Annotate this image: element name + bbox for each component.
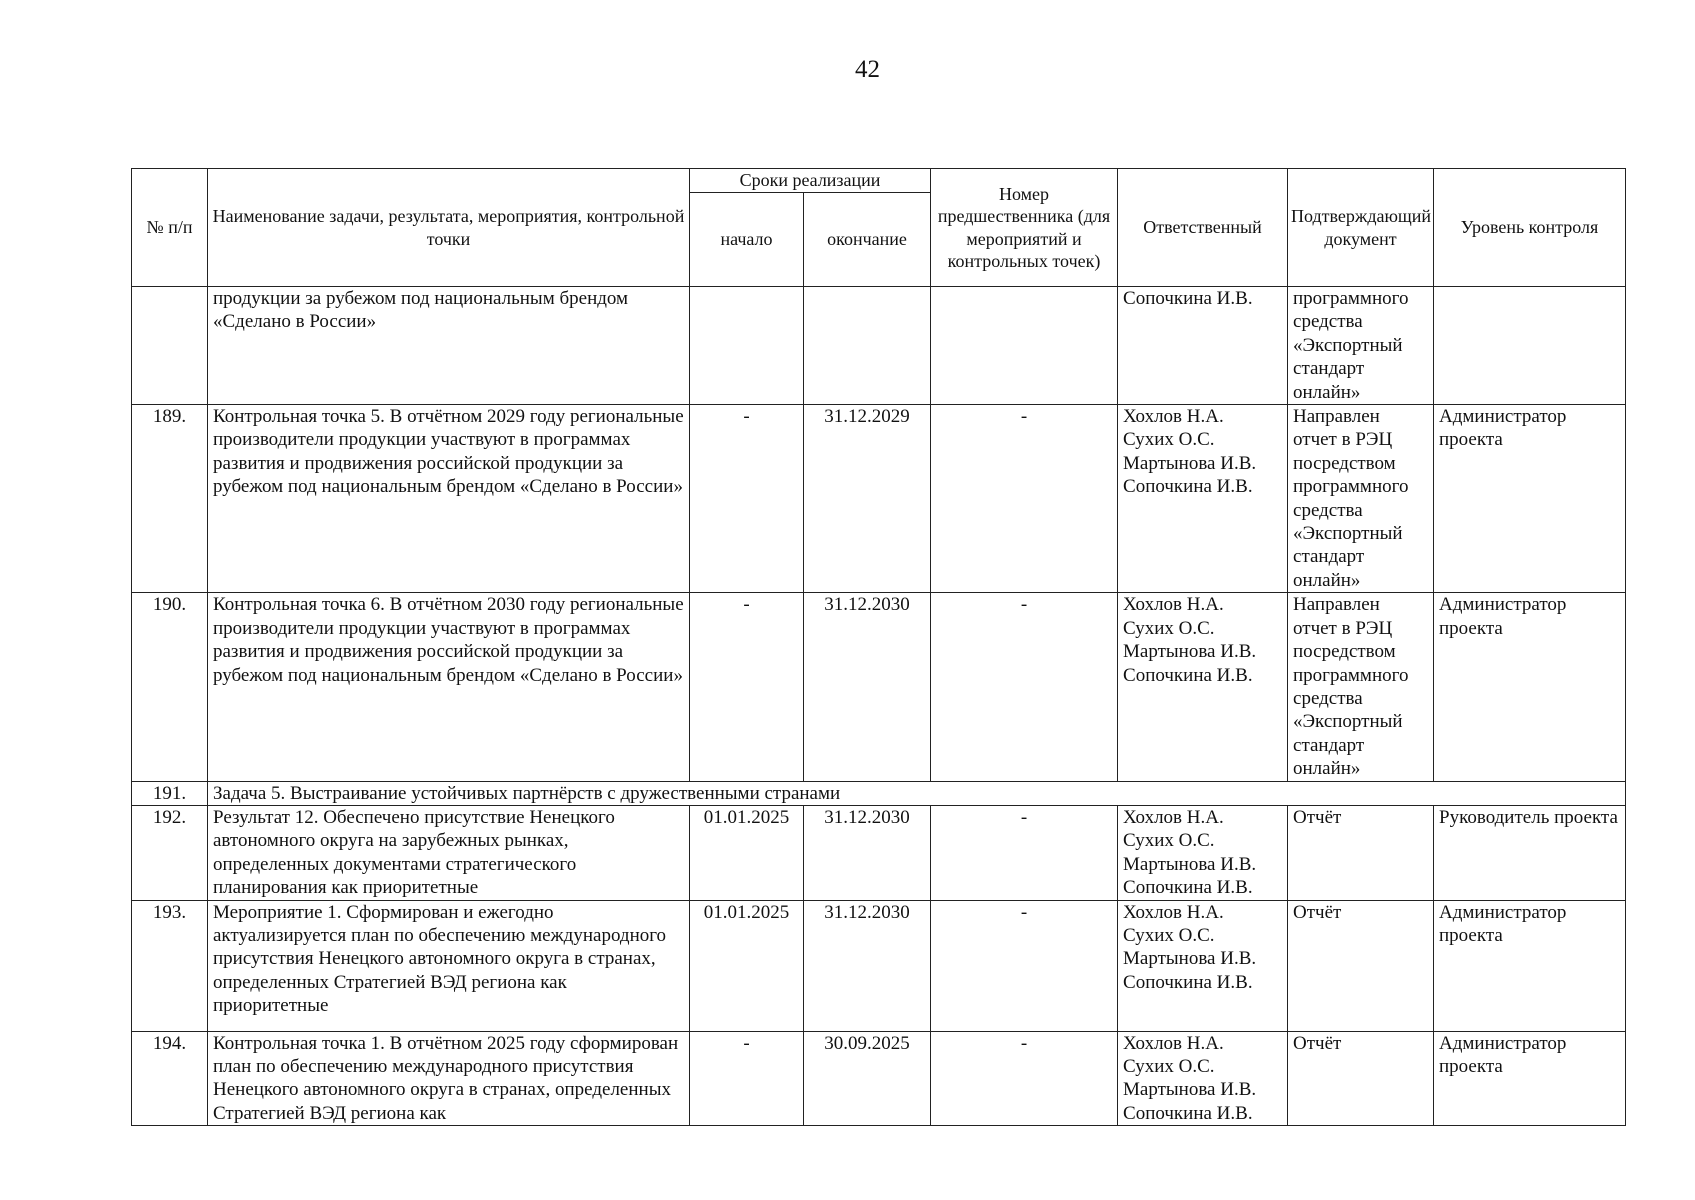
task-row [132, 781, 1626, 805]
table-row [132, 1031, 1626, 1126]
row-predecessor: - [931, 805, 1118, 900]
table-header [132, 169, 1626, 287]
row-control: Администратор проекта [1434, 900, 1626, 1031]
row-control: Руководитель проекта [1434, 805, 1626, 900]
responsible-person: Хохлов Н.А. [1123, 1032, 1224, 1054]
row-end [804, 287, 931, 405]
row-name: Результат 12. Обеспечено присутствие Ненецкого автономного округа на зарубежных рынках, определенных документами стратегического планирования как приоритетные [208, 805, 690, 900]
responsible-person: Сопочкина И.В. [1123, 664, 1253, 686]
row-control: Администратор проекта [1434, 405, 1626, 593]
header-num: № п/п [132, 169, 208, 287]
header-name: Наименование задачи, результата, мероприятия, контрольной точки [208, 169, 690, 287]
table-row [132, 900, 1626, 1031]
header-terms: Сроки реализации [690, 169, 931, 193]
row-responsible [1118, 900, 1288, 1031]
row-name: Контрольная точка 1. В отчётном 2025 году сформирован план по обеспечению международного присутствия Ненецкого автономного округа в странах, определенных Стратегией ВЭД региона как [208, 1031, 690, 1126]
header-control: Уровень контроля [1434, 169, 1626, 287]
responsible-person: Мартынова И.В. [1123, 641, 1257, 663]
row-control: Администратор проекта [1434, 593, 1626, 781]
row-document: Отчёт [1288, 900, 1434, 1031]
responsible-person: Сухих О.С. [1123, 617, 1215, 639]
row-num: 189. [132, 405, 208, 593]
row-end: 30.09.2025 [804, 1031, 931, 1126]
row-num: 194. [132, 1031, 208, 1126]
row-document: Отчёт [1288, 805, 1434, 900]
row-responsible [1118, 1031, 1288, 1126]
row-document: Отчёт [1288, 1031, 1434, 1126]
row-control: Администратор проекта [1434, 1031, 1626, 1126]
row-end: 31.12.2030 [804, 805, 931, 900]
table-row [132, 405, 1626, 593]
row-name: Мероприятие 1. Сформирован и ежегодно актуализируется план по обеспечению международного присутствия Ненецкого автономного округа в странах, определенных Стратегией ВЭД региона как приоритетные [208, 900, 690, 1031]
responsible-person: Мартынова И.В. [1123, 452, 1257, 474]
row-responsible [1118, 287, 1288, 405]
responsible-person: Хохлов Н.А. [1123, 594, 1224, 616]
responsible-person: Хохлов Н.А. [1123, 901, 1224, 923]
row-num: 193. [132, 900, 208, 1031]
row-document: Направлен отчет в РЭЦ посредством программного средства «Экспортный стандарт онлайн» [1288, 593, 1434, 781]
task-title: Задача 5. Выстраивание устойчивых партнёрств с дружественными странами [208, 781, 1626, 805]
row-predecessor: - [931, 1031, 1118, 1126]
responsible-person: Сопочкина И.В. [1123, 1102, 1253, 1124]
plan-table [131, 168, 1626, 1126]
row-name: продукции за рубежом под национальным брендом «Сделано в России» [208, 287, 690, 405]
responsible-person: Мартынова И.В. [1123, 948, 1257, 970]
responsible-person: Мартынова И.В. [1123, 1079, 1257, 1101]
table-row [132, 593, 1626, 781]
responsible-person: Сопочкина И.В. [1123, 476, 1253, 498]
row-predecessor: - [931, 593, 1118, 781]
header-end: окончание [804, 193, 931, 287]
row-name: Контрольная точка 6. В отчётном 2030 году региональные производители продукции участвуют в программах развития и продвижения российской продукции за рубежом под национальным брендом «Сделано в России» [208, 593, 690, 781]
header-predecessor: Номер предшественника (для мероприятий и контрольных точек) [931, 169, 1118, 287]
table-body [132, 287, 1626, 1126]
row-end: 31.12.2029 [804, 405, 931, 593]
row-predecessor: - [931, 405, 1118, 593]
row-predecessor: - [931, 900, 1118, 1031]
row-num: 190. [132, 593, 208, 781]
header-document: Подтверждающий документ [1288, 169, 1434, 287]
row-start: - [690, 405, 804, 593]
table-row [132, 805, 1626, 900]
header-responsible: Ответственный [1118, 169, 1288, 287]
row-control [1434, 287, 1626, 405]
row-start [690, 287, 804, 405]
row-name: Контрольная точка 5. В отчётном 2029 году региональные производители продукции участвуют в программах развития и продвижения российской продукции за рубежом под национальным брендом «Сделано в России» [208, 405, 690, 593]
row-start: - [690, 1031, 804, 1126]
row-responsible [1118, 805, 1288, 900]
responsible-person: Сопочкина И.В. [1123, 877, 1253, 899]
row-start: 01.01.2025 [690, 805, 804, 900]
row-responsible [1118, 593, 1288, 781]
row-start: - [690, 593, 804, 781]
table-row [132, 287, 1626, 405]
row-num: 191. [132, 781, 208, 805]
row-document: Направлен отчет в РЭЦ посредством программного средства «Экспортный стандарт онлайн» [1288, 405, 1434, 593]
header-start: начало [690, 193, 804, 287]
responsible-person: Сухих О.С. [1123, 429, 1215, 451]
responsible-person: Сопочкина И.В. [1123, 288, 1253, 309]
row-predecessor [931, 287, 1118, 405]
row-start: 01.01.2025 [690, 900, 804, 1031]
responsible-person: Хохлов Н.А. [1123, 806, 1224, 828]
row-num [132, 287, 208, 405]
responsible-person: Сопочкина И.В. [1123, 971, 1253, 993]
row-num: 192. [132, 805, 208, 900]
responsible-person: Сухих О.С. [1123, 1055, 1215, 1077]
page-number: 42 [855, 56, 880, 83]
row-end: 31.12.2030 [804, 900, 931, 1031]
responsible-person: Сухих О.С. [1123, 924, 1215, 946]
row-document: программного средства «Экспортный стандарт онлайн» [1288, 287, 1434, 405]
responsible-person: Хохлов Н.А. [1123, 406, 1224, 428]
row-end: 31.12.2030 [804, 593, 931, 781]
responsible-person: Мартынова И.В. [1123, 853, 1257, 875]
row-responsible [1118, 405, 1288, 593]
responsible-person: Сухих О.С. [1123, 830, 1215, 852]
